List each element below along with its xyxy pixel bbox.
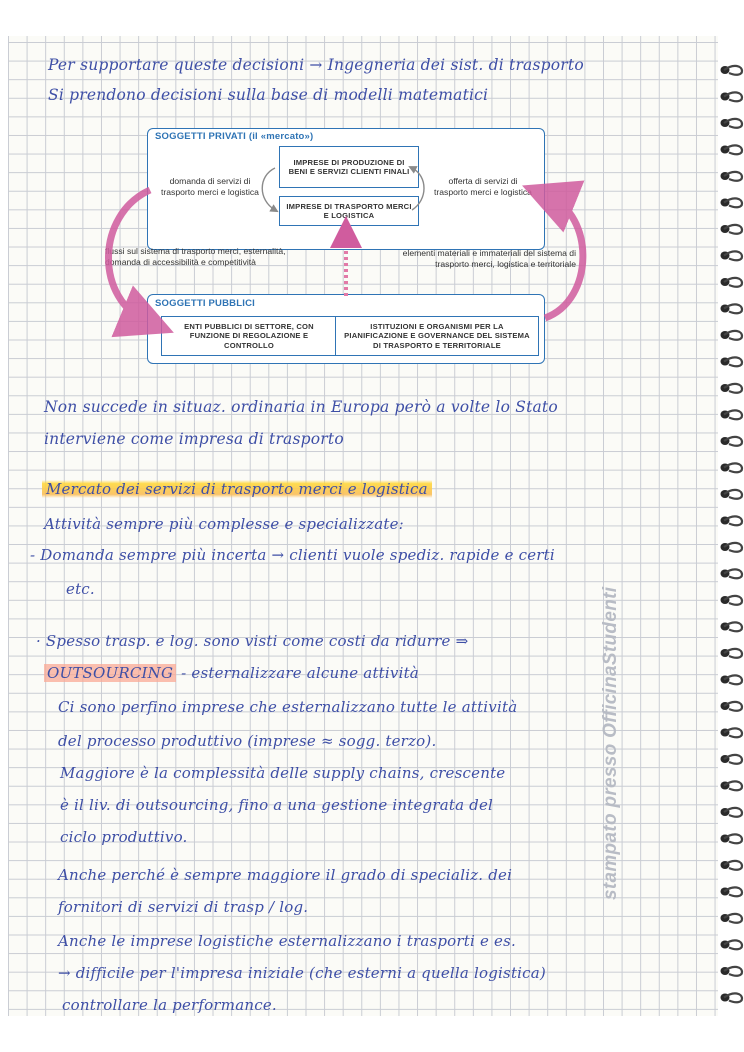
spiral-ring (721, 675, 743, 684)
note-line-3: Non succede in situaz. ordinaria in Europa però a volte lo Stato (44, 398, 558, 416)
note-line-2: Si prendono decisioni sulla base di modelli matematici (48, 86, 489, 104)
note-line-10: Ci sono perfino imprese che esternalizzano tutte le attività (58, 698, 518, 716)
spiral-binding (712, 50, 744, 1010)
note-line-8: · Spesso trasp. e log. sono visti come costi da ridurre ⇒ (36, 632, 469, 650)
spiral-ring (721, 119, 743, 128)
note-line-outsourcing (44, 664, 419, 682)
note-line-14: ciclo produttivo. (60, 828, 188, 846)
spiral-ring (721, 463, 743, 472)
spiral-ring (721, 172, 743, 181)
outsourcing-highlight: OUTSOURCING (44, 664, 176, 682)
elements-text: elementi materiali e immateriali del sistema di trasporto merci, logistica e territoriale (402, 248, 576, 270)
public-bodies-box: ENTI PUBBLICI DI SETTORE, CON FUNZIONE DI REGOLAZIONE E CONTROLLO (161, 316, 337, 356)
note-line-17: Anche le imprese logistiche esternalizzano i trasporti e es. (58, 932, 516, 950)
spiral-ring (721, 251, 743, 260)
demand-text: domanda di servizi di trasporto merci e logistica (161, 176, 259, 198)
spiral-ring (721, 940, 743, 949)
transport-companies-box: IMPRESE DI TRASPORTO MERCI E LOGISTICA (279, 196, 419, 226)
spiral-ring (721, 728, 743, 737)
institutions-box: ISTITUZIONI E ORGANISMI PER LA PIANIFICAZIONE E GOVERNANCE DEL SISTEMA DI TRASPORTO E TERRITORIALE (335, 316, 539, 356)
spiral-ring (721, 808, 743, 817)
spiral-ring (721, 66, 743, 75)
note-line-5: Attività sempre più complesse e specializzate: (44, 515, 404, 533)
note-line-12: Maggiore è la complessità delle supply chains, crescente (60, 764, 506, 782)
spiral-ring (721, 304, 743, 313)
spiral-ring (721, 437, 743, 446)
spiral-ring (721, 967, 743, 976)
spiral-ring (721, 755, 743, 764)
outsourcing-definition: - esternalizzare alcune attività (181, 664, 419, 682)
note-line-11: del processo produttivo (imprese ≈ sogg. terzo). (58, 732, 437, 750)
watermark: stampato presso OfficinaStudenti (600, 586, 621, 900)
spiral-ring (721, 92, 743, 101)
transport-diagram (105, 118, 575, 376)
note-line-15: Anche perché è sempre maggiore il grado di specializ. dei (58, 866, 513, 884)
spiral-ring (721, 781, 743, 790)
note-line-4: interviene come impresa di trasporto (44, 430, 344, 448)
spiral-ring (721, 702, 743, 711)
note-line-18: → difficile per l'impresa iniziale (che esterni a quella logistica) (58, 964, 546, 982)
public-subjects-title: SOGGETTI PUBBLICI (155, 298, 255, 309)
note-line-19: controllare la performance. (62, 996, 277, 1014)
spiral-ring (721, 649, 743, 658)
note-line-7: etc. (66, 580, 95, 598)
note-line-16: fornitori di servizi di trasp / log. (58, 898, 309, 916)
spiral-ring (721, 410, 743, 419)
spiral-ring (721, 993, 743, 1002)
heading-highlight: Mercato dei servizi di trasporto merci e logistica (42, 480, 432, 498)
note-line-13: è il liv. di outsourcing, fino a una gestione integrata del (60, 796, 494, 814)
spiral-ring (721, 887, 743, 896)
spiral-ring (721, 569, 743, 578)
spiral-ring (721, 198, 743, 207)
spiral-ring (721, 622, 743, 631)
spiral-ring (721, 543, 743, 552)
note-line-1: Per supportare queste decisioni → Ingegneria dei sist. di trasporto (48, 56, 584, 74)
producers-box: IMPRESE DI PRODUZIONE DI BENI E SERVIZI CLIENTI FINALI (279, 146, 419, 188)
spiral-ring (721, 834, 743, 843)
spiral-ring (721, 331, 743, 340)
spiral-ring (721, 914, 743, 923)
spiral-ring (721, 596, 743, 605)
spiral-ring (721, 145, 743, 154)
flows-text: flussi sul sistema di trasporto merci, esternalità, domanda di accessibilità e competitività (105, 246, 286, 268)
spiral-ring (721, 516, 743, 525)
spiral-ring (721, 357, 743, 366)
spiral-ring (721, 225, 743, 234)
section-heading (42, 480, 432, 498)
private-subjects-title: SOGGETTI PRIVATI (il «mercato») (155, 131, 314, 142)
note-line-6: - Domanda sempre più incerta → clienti vuole spediz. rapide e certi (30, 546, 555, 564)
offer-text: offerta di servizi di trasporto merci e logistica (434, 176, 532, 198)
spiral-ring (721, 861, 743, 870)
spiral-ring (721, 278, 743, 287)
spiral-ring (721, 384, 743, 393)
spiral-ring (721, 490, 743, 499)
